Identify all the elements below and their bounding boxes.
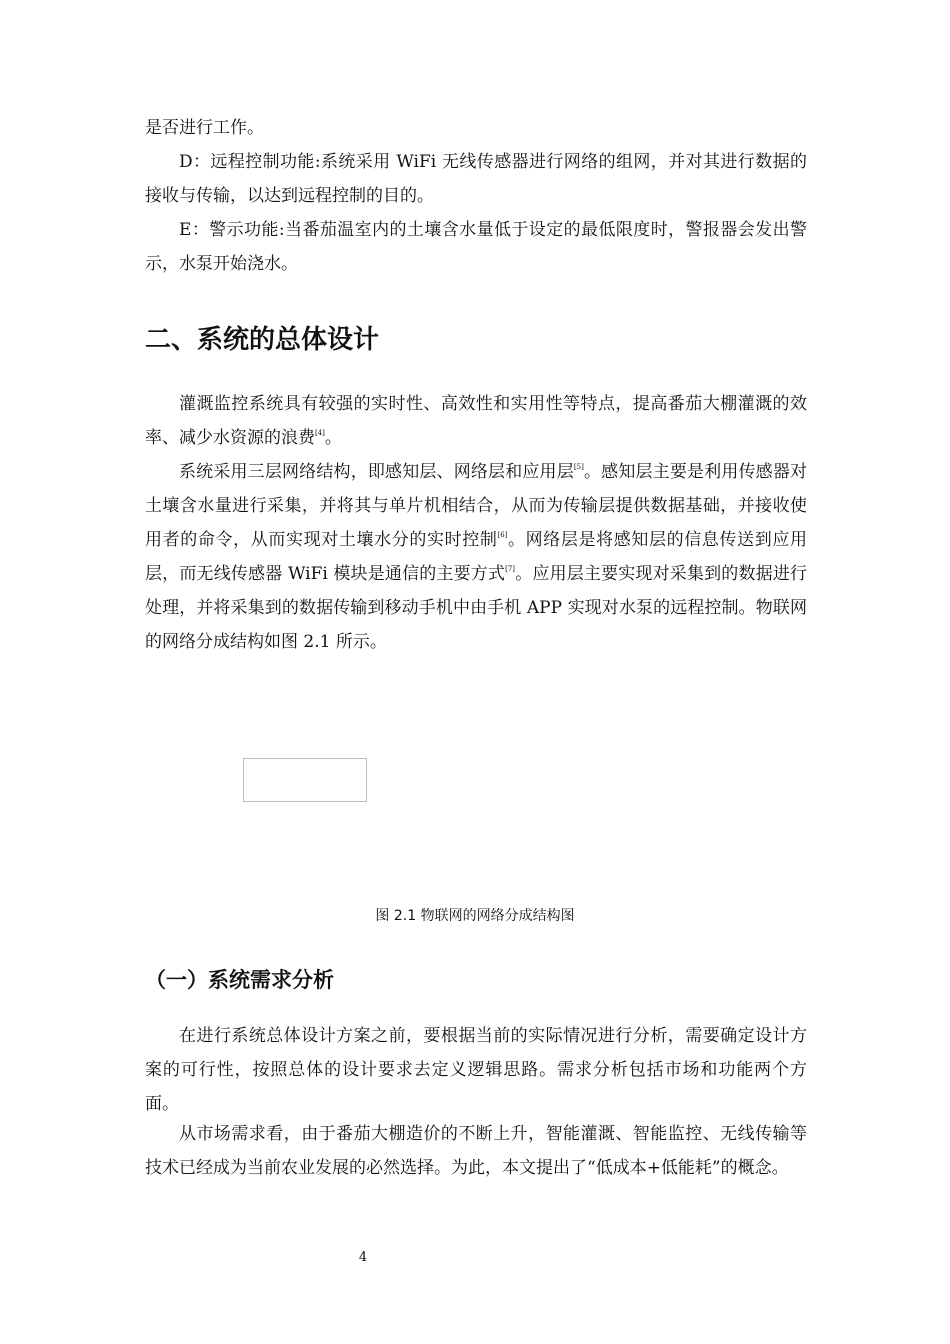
paragraph-text: 。应用层主要实现对采集到的数据进行处理，并将采集到的数据传输到移动手机中由手机 APP 实现对水泵的远程控制。物联网的网络分成结构如图 2.1 所示。 xyxy=(145,564,807,652)
paragraph-item-d: D：远程控制功能:系统采用 WiFi 无线传感器进行网络的组网，并对其进行数据的接收与传输，以达到远程控制的目的。 xyxy=(145,152,807,206)
paragraph-text: 。感知层主要是利用传感器对土壤含水量进行采集，并将其与单片机相结合，从而为传输层提供数据基础，并接收使用者的命令，从而实现对土壤水分的实时控制 xyxy=(145,462,808,550)
paragraph-text: 。网络层是将感知层的信息传送到应用层，而无线传感器 WiFi 模块是通信的主要方式 xyxy=(145,530,808,584)
paragraph-text: 灌溉监控系统具有较强的实时性、高效性和实用性等特点，提高番茄大棚灌溉的效率、减少水资源的浪费 xyxy=(145,394,807,448)
figure-caption: 图 2.1 物联网的网络分成结构图 xyxy=(375,908,575,924)
paragraph-system-intro xyxy=(145,387,807,455)
section-heading: 二、系统的总体设计 xyxy=(145,325,380,355)
citation-ref: [7] xyxy=(505,565,516,573)
citation-ref: [6] xyxy=(497,531,508,539)
figure-placeholder xyxy=(243,758,367,802)
paragraph-item-e: E：警示功能:当番茄温室内的土壤含水量低于设定的最低限度时，警报器会发出警示，水泵开始浇水。 xyxy=(145,220,807,274)
citation-ref: [4] xyxy=(315,429,325,437)
paragraph-text: 。 xyxy=(324,428,342,448)
paragraph-continuation: 是否进行工作。 xyxy=(145,118,264,138)
paragraph-text: 系统采用三层网络结构，即感知层、网络层和应用层 xyxy=(179,462,574,482)
paragraph-market: 从市场需求看，由于番茄大棚造价的不断上升，智能灌溉、智能监控、无线传输等技术已经成为当前农业发展的必然选择。为此，本文提出了“低成本+低能耗”的概念。 xyxy=(145,1124,807,1178)
page-number: 4 xyxy=(358,1250,368,1265)
paragraph-architecture xyxy=(145,455,807,659)
paragraph-requirements: 在进行系统总体设计方案之前，要根据当前的实际情况进行分析，需要确定设计方案的可行性，按照总体的设计要求去定义逻辑思路。需求分析包括市场和功能两个方面。 xyxy=(145,1026,807,1114)
subsection-heading: （一）系统需求分析 xyxy=(145,968,334,992)
citation-ref: [5] xyxy=(573,463,584,471)
